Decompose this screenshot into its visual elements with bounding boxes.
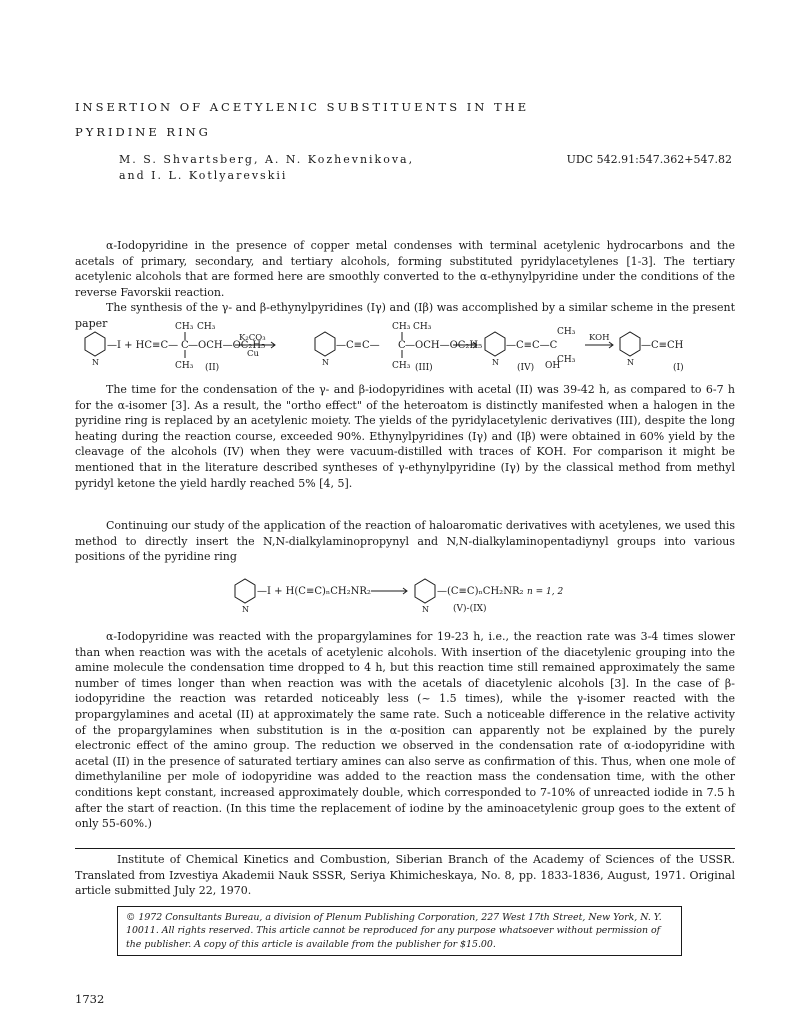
footnote-divider (75, 848, 735, 849)
ring-n-2: N (322, 358, 329, 367)
scheme1-ch3-c: CH₃ (175, 361, 194, 371)
ring-n-3: N (492, 358, 499, 367)
scheme1-ch3-e: CH₃ (413, 322, 432, 332)
scheme1-och: —OCH—OC₂H₅ (188, 340, 266, 351)
pyridine-ring-4 (620, 332, 640, 356)
reaction-scheme-2 (75, 565, 735, 615)
paragraph-5-text: α-Iodopyridine was reacted with the propargylamines for 19-23 h, i.e., the reaction rate was 3-4 times slower than when reaction was with the acetals of acetylenic alcohols. With insertion of the diacetylenic grouping into the amine molecule the condensation time dropped to 4 h, but this reaction time still remained approximately the same number of times longer than when reaction was with the acetals of diacetylenic alcohols [3]. In the case of β-iodopyridine the reaction was retarded noticeably less (~ 1.5 times), while the γ-isomer reacted with the propargylamines and acetal (II) at approximately the same rate. Such a noticeable difference in the relative activity of the propargylamines when substitution is in the α-position can apparently not be explained by the purely electronic effect of the amino group. The reduction we observed in the condensation rate of α-iodopyridine with acetal (II) in the presence of saturated tertiary amines can also serve as confirmation of this. Thus, when one mole of dimethylaniline per mole of iodopyridine was added to the reaction mass the condensation time, with the other conditions kept constant, increased approximately double, which corresponded to 7-10% of unreacted iodide in 7.5 h after the start of reaction. (In this time the replacement of iodine by the aminoacetylenic group goes to the extent of only 55-60%.) (75, 630, 735, 831)
scheme1-ch3-d: CH₃ (392, 322, 411, 332)
article-title (75, 95, 529, 145)
page-number: 1732 (75, 992, 105, 1006)
affiliation-text: Institute of Chemical Kinetics and Combustion, Siberian Branch of the Academy of Sciences of the USSR. Translated from Izvestiya Akademii Nauk SSSR, Seriya Khimicheskaya, No. 8, pp. 1833-1836, August, 1971. Original article submitted July 22, 1970. (75, 853, 735, 898)
scheme1-ch3-b: CH₃ (197, 322, 216, 332)
title-line-1: INSERTION OF ACETYLENIC SUBSTITUENTS IN THE (75, 100, 530, 114)
scheme1-product-i: —C≡CH (641, 340, 684, 351)
ring-n-1: N (92, 358, 99, 367)
scheme1-product-iv: —C≡C—C (506, 340, 558, 351)
paragraph-1-text: α-Iodopyridine in the presence of copper metal condenses with terminal acetylenic hydrocarbons and the acetals of primary, secondary, and tertiary alcohols, forming substituted pyridylacetylenes [1-3]. The tertiary acetylenic alcohols that are formed here are smoothly converted to the α-ethynylpyridine under the conditions of the reverse Favorskii reaction. (75, 239, 735, 299)
scheme1-c-atom-2: C (398, 340, 406, 351)
affiliation-note (75, 852, 735, 899)
copyright-notice: © 1972 Consultants Bureau, a division of Plenum Publishing Corporation, 227 West 17th Street, New York, N. Y. 10011. All rights reserved. This article cannot be reproduced for any purpose whatsoever without permission of the publisher. A copy of this article is available from the publisher for $15.00. (117, 906, 682, 956)
scheme1-reagent: —I + HC≡C— (107, 340, 179, 351)
pyridine-ring-2 (315, 332, 335, 356)
paragraph-4 (75, 518, 735, 565)
label-V-IX: (V)-(IX) (453, 604, 487, 614)
label-I: (I) (673, 363, 684, 373)
paragraph-4-text: Continuing our study of the application of the reaction of haloaromatic derivatives with acetylenes, we used this method to directly insert the N,N-dialkylaminopropynyl and N,N-dialkylaminopentadiynyl groups into various positions of the pyridine ring (75, 519, 735, 564)
reagent-cu: Cu (247, 349, 259, 359)
scheme1-och-2: —OCH—OC₂H₅ (405, 340, 483, 351)
scheme2-reagent: —I + H(C≡C)ₙCH₂NR₂ (257, 586, 371, 597)
label-III: (III) (415, 363, 433, 373)
pyridine-ring-3 (485, 332, 505, 356)
ring-n-4: N (627, 358, 634, 367)
authors-line-2: and I. L. Kotlyarevskii (119, 169, 288, 182)
label-IV: (IV) (517, 363, 535, 373)
paragraph-1 (75, 238, 735, 300)
pyridine-ring-5 (235, 579, 255, 603)
ring-n-5: N (242, 605, 249, 614)
authors-line-1: M. S. Shvartsberg, A. N. Kozhevnikova, (119, 153, 415, 166)
scheme1-ch3-g: CH₃ (557, 327, 576, 337)
title-line-2: PYRIDINE RING (75, 125, 211, 139)
ring-n-6: N (422, 605, 429, 614)
label-II: (II) (205, 363, 220, 373)
scheme1-ch3-f: CH₃ (392, 361, 411, 371)
reaction-scheme-1 (75, 318, 735, 376)
reagent-k2co3: K₂CO₃ (239, 333, 266, 343)
scheme1-ch3-a: CH₃ (175, 322, 194, 332)
scheme2-n-value: n = 1, 2 (527, 587, 564, 597)
scheme2-product: —(C≡C)ₙCH₂NR₂ (437, 586, 524, 597)
authors (119, 152, 414, 184)
scheme1-oh: OH (545, 361, 561, 371)
pyridine-ring-1 (85, 332, 105, 356)
paragraph-3-text: The time for the condensation of the γ- and β-iodopyridines with acetal (II) was 39-42 h, as compared to 6-7 h for the α-isomer [3]. As a result, the "ortho effect" of the heteroatom is distinctly manifested when a halogen in the pyridine ring is replaced by an acetylenic moiety. The yields of the pyridylacetylenic derivatives (III), despite the long heating during the reaction course, exceeded 90%. Ethynylpyridines (Iγ) and (Iβ) were obtained in 60% yield by the cleavage of the alcohols (IV) when they were vacuum-distilled with traces of KOH. For comparison it might be mentioned that in the literature described syntheses of γ-ethynylpyridine (Iγ) by the classical method from methyl pyridyl ketone the yield hardly reached 5% [4, 5]. (75, 383, 735, 490)
paragraph-2-text: The synthesis of the γ- and β-ethynylpyridines (Iγ) and (Iβ) was accomplished by a similar scheme in the present paper (75, 301, 735, 330)
reagent-koh: KOH (589, 333, 610, 343)
scheme1-c-atom: C (181, 340, 189, 351)
udc-code: UDC 542.91:547.362+547.82 (566, 153, 732, 166)
paragraph-3 (75, 382, 735, 491)
pyridine-ring-6 (415, 579, 435, 603)
paragraph-5 (75, 629, 735, 832)
scheme1-product-iii: —C≡C— (336, 340, 380, 351)
scheme1-ch3-h: CH₃ (557, 355, 576, 365)
